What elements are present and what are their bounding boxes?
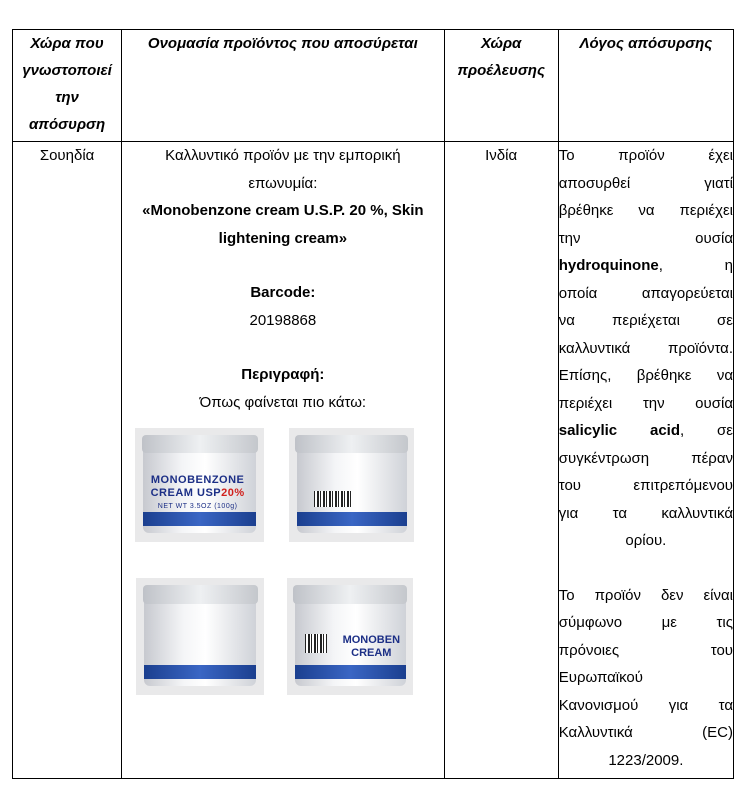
- product-photo-side-details: [136, 578, 264, 695]
- product-intro: επωνυμία:: [248, 174, 318, 192]
- header-line: προέλευσης: [457, 62, 545, 79]
- reason-line: ορίου.: [625, 532, 667, 549]
- header-row: [13, 30, 734, 142]
- reason-line: 1223/2009.: [608, 751, 684, 769]
- product-intro: Καλλυντικό προϊόν με την εμπορική: [165, 147, 401, 164]
- photo-brand-text: CREAM USP: [150, 486, 222, 499]
- reason-line: οποία απαγορεύεται: [558, 284, 733, 302]
- reason-line: καλλυντικά προϊόντα.: [558, 339, 733, 357]
- reason-line: αποσυρθεί γιατί: [558, 174, 733, 192]
- substance-hydroquinone: hydroquinone: [558, 257, 659, 274]
- photo-brand-text: MONOBEN: [342, 634, 401, 647]
- reason-line: περιέχει την ουσία: [558, 394, 733, 412]
- header-product-name: Ονομασία προϊόντος που αποσύρεται: [122, 30, 444, 142]
- photo-percent-text: 20%: [221, 486, 245, 499]
- cell-product: [122, 142, 444, 779]
- reason-line: την ουσία: [558, 229, 733, 247]
- product-name: «Monobenzone cream U.S.P. 20 %, Skin: [142, 202, 424, 219]
- description-label: Περιγραφή:: [241, 366, 325, 383]
- barcode-label: Barcode:: [250, 284, 316, 301]
- product-name: lightening cream»: [218, 229, 348, 247]
- reason-line: πρόνοιες του: [558, 641, 733, 659]
- recall-table: [12, 29, 734, 779]
- header-origin-country: [444, 30, 558, 142]
- product-photo-side-barcode: [289, 428, 414, 542]
- reason-text: , σε: [680, 422, 733, 439]
- header-line: Χώρα που: [30, 35, 104, 52]
- reason-line: βρέθηκε να περιέχει: [558, 202, 733, 219]
- description-text: Όπως φαίνεται πιο κάτω:: [199, 393, 367, 411]
- header-line: Χώρα: [480, 35, 522, 52]
- reason-line: [559, 417, 733, 445]
- header-notifying-country: [13, 30, 122, 142]
- substance-salicylic-acid: salicylic acid: [558, 422, 681, 439]
- table-row: [13, 142, 734, 779]
- header-line: γνωστοποιεί: [22, 62, 112, 79]
- cell-reason: [558, 142, 733, 779]
- reason-line: σύμφωνο με τις: [558, 614, 733, 631]
- reason-line: συγκέντρωση πέραν: [558, 449, 733, 467]
- header-line: απόσυρση: [28, 116, 106, 133]
- reason-line: Το προϊόν έχει: [558, 147, 733, 164]
- barcode-value: 20198868: [249, 311, 317, 329]
- reason-line: του επιτρεπόμενου: [558, 477, 733, 494]
- reason-line: Το προϊόν δεν είναι: [558, 586, 733, 604]
- header-recall-reason: Λόγος απόσυρσης: [558, 30, 733, 142]
- reason-line: Κανονισμού για τα: [558, 696, 733, 714]
- photo-weight-text: NET WT 3.5OZ (100g): [157, 502, 238, 510]
- reason-line: να περιέχεται σε: [558, 312, 733, 329]
- product-photo-side-ingredients: [287, 578, 413, 695]
- reason-line: Επίσης, βρέθηκε να: [558, 367, 733, 384]
- photo-brand-text: MONOBENZONE: [150, 473, 245, 486]
- reason-line: Ευρωπαϊκού: [558, 669, 643, 686]
- cell-country: Σουηδία: [13, 142, 122, 779]
- photo-brand-text: CREAM: [351, 647, 392, 660]
- reason-text: , η: [658, 257, 733, 274]
- reason-line: για τα καλλυντικά: [558, 504, 733, 522]
- cell-origin: Ινδία: [444, 142, 558, 779]
- header-line: την: [55, 89, 79, 106]
- product-photo-front: [135, 428, 264, 542]
- reason-line: Καλλυντικά (EC): [558, 724, 733, 741]
- product-photos: [122, 428, 443, 778]
- reason-line: [559, 252, 733, 280]
